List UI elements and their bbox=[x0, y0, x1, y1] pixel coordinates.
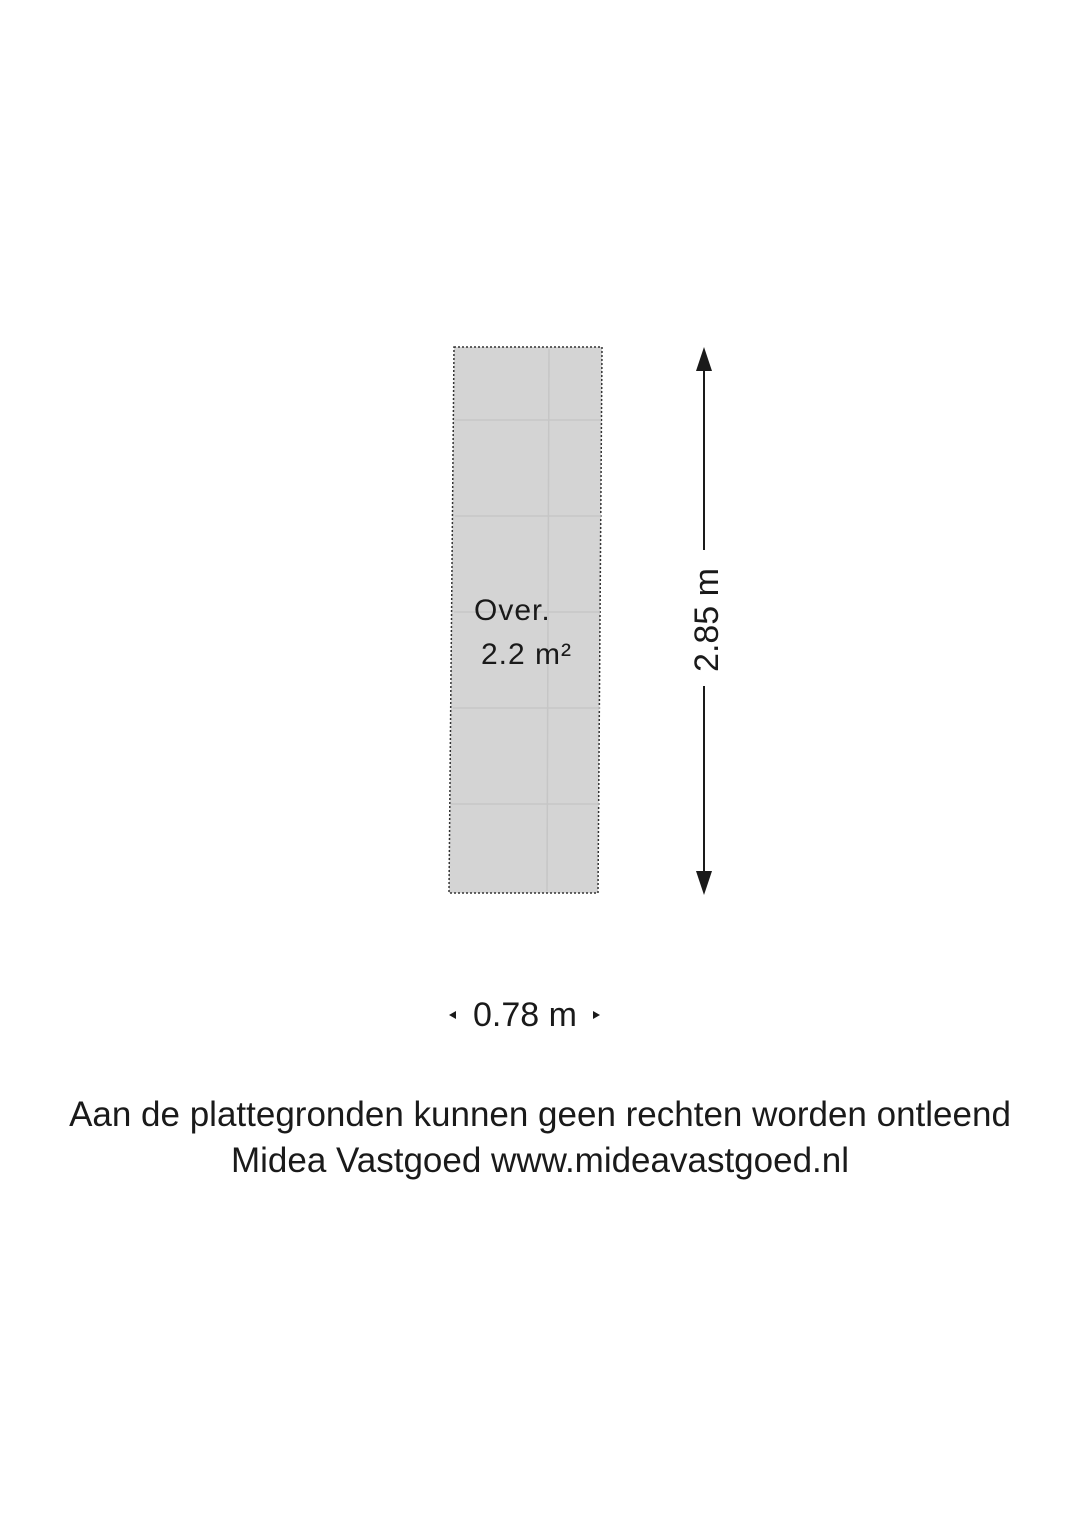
room-area-label: 2.2 m² bbox=[481, 638, 573, 671]
arrow-up-icon bbox=[696, 347, 712, 371]
arrow-left-icon bbox=[449, 1011, 456, 1019]
room-name-label: Over. bbox=[474, 594, 551, 627]
credit-text: Midea Vastgoed www.mideavastgoed.nl bbox=[230, 1141, 850, 1180]
disclaimer-text: Aan de plattegronden kunnen geen rechten worden ontleend bbox=[69, 1095, 1011, 1134]
width-dimension-label: 0.78 m bbox=[473, 996, 577, 1034]
height-dimension-label: 2.85 m bbox=[688, 568, 726, 672]
arrow-down-icon bbox=[696, 871, 712, 895]
room-over bbox=[449, 347, 602, 893]
arrow-right-icon bbox=[593, 1011, 600, 1019]
